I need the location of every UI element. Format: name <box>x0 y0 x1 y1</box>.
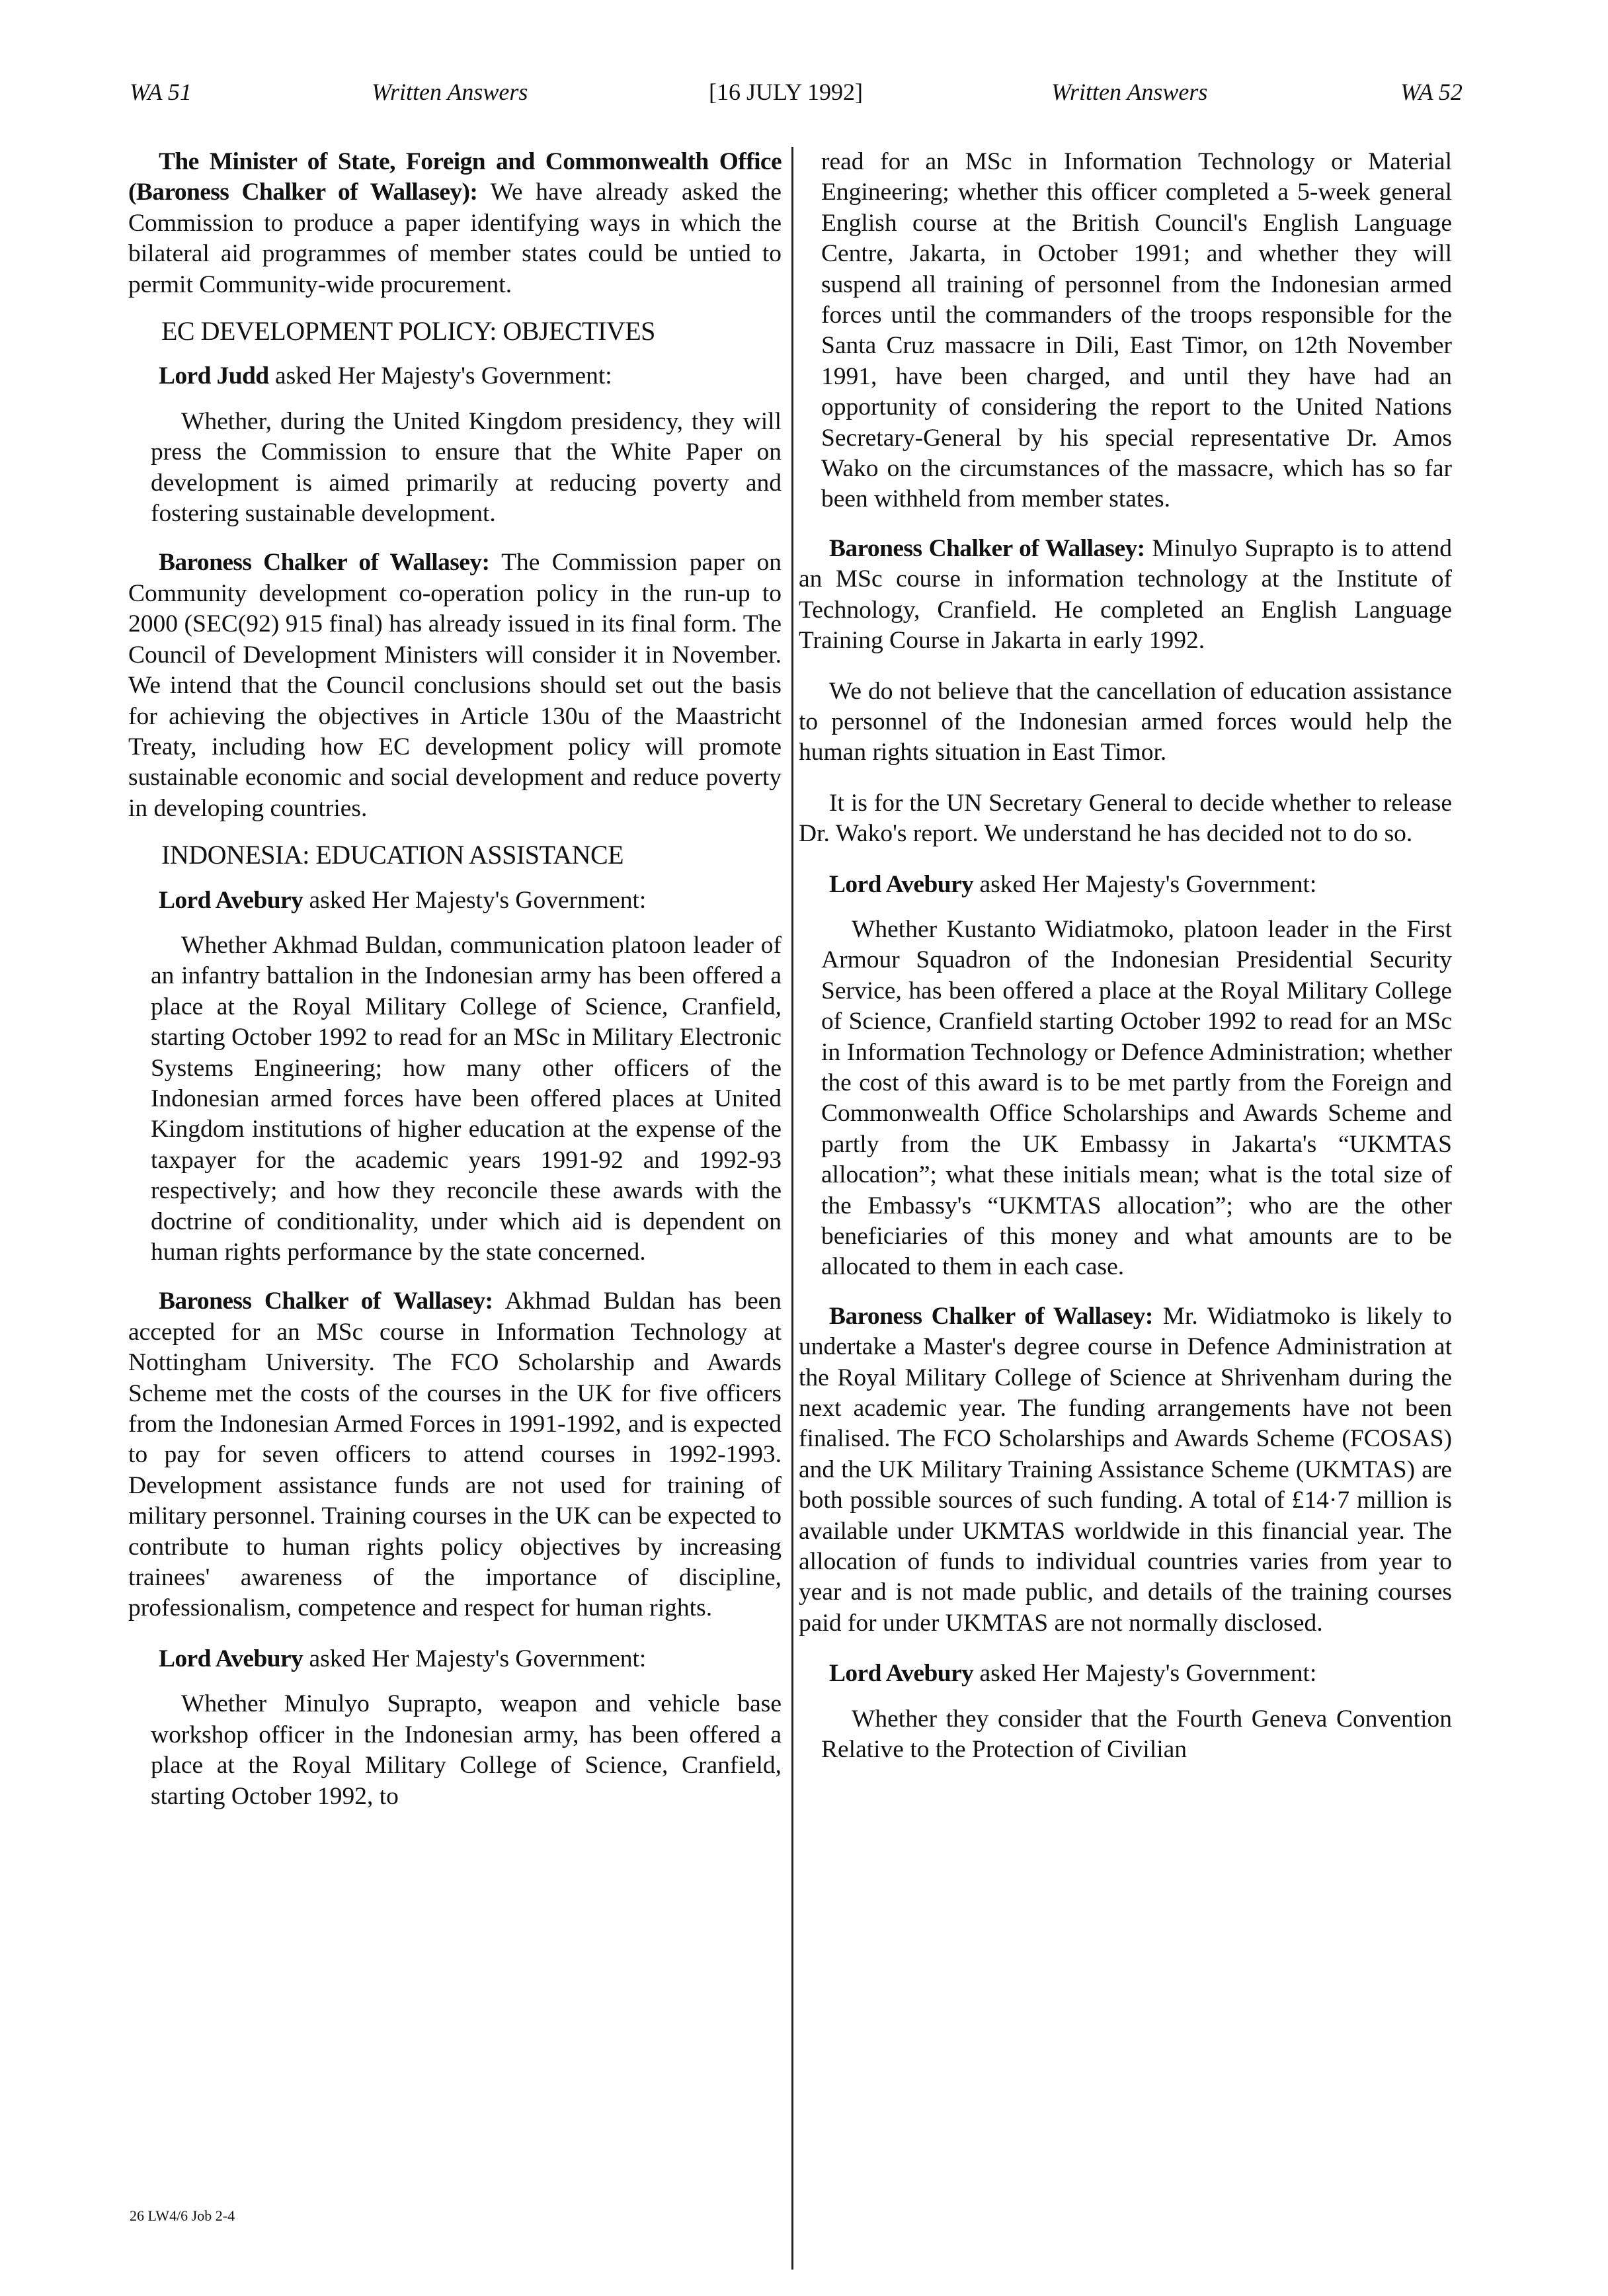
print-job-footer: 26 LW4/6 Job 2-4 <box>130 2207 235 2224</box>
answer-paragraph: Baroness Chalker of Wallasey: Minulyo Suprapto is to attend an MSc course in information technology at the Institute of Technology, Cranfield. He completed an English Language Training Course in Jakarta in early 1992. <box>799 534 1452 655</box>
speaker-name: Baroness Chalker of Wallasey: <box>829 1302 1153 1330</box>
answer-paragraph: Baroness Chalker of Wallasey: Akhmad Buldan has been accepted for an MSc course in Information Technology at Nottingham University. The FCO Scholarship and Awards Scheme met the costs of the courses in the UK for five officers from the Indonesian Armed Forces in 1991-1992, and is expected to pay for seven officers to attend courses in 1992-1993. Development assistance funds are not used for training of military personnel. Training courses in the UK can be expected to contribute to human rights policy objectives by increasing trainees' awareness of the importance of discipline, professionalism, competence and respect for human rights. <box>128 1288 782 1622</box>
peer-name: Lord Avebury <box>159 1645 303 1672</box>
answer-paragraph: Baroness Chalker of Wallasey: The Commission paper on Community development co-operation policy in the run-up to 2000 (SEC(92) 915 final) has already issued in its final form. The Council of Development Ministers will consider it in November. We intend that the Council conclusions should set out the basis for achieving the objectives in Article 130u of the Maastricht Treaty, including how EC development policy will promote sustainable economic and social development and reduce poverty in developing countries. <box>128 549 782 822</box>
question-intro: Lord Judd asked Her Majesty's Government: <box>159 362 612 390</box>
column-divider <box>791 147 793 2270</box>
right-running-title: Written Answers <box>1051 79 1208 105</box>
answer-paragraph: It is for the UN Secretary General to decide whether to release Dr. Wako's report. We understand he has decided not to do so. <box>799 789 1452 848</box>
left-column <box>128 147 782 1830</box>
answer-paragraph: We do not believe that the cancellation of education assistance to personnel of the Indonesian armed forces would help the human rights situation in East Timor. <box>799 677 1452 766</box>
peer-name: Lord Avebury <box>159 886 303 914</box>
peer-name: Lord Avebury <box>829 1660 974 1688</box>
answer-paragraph: The Minister of State, Foreign and Commonwealth Office (Baroness Chalker of Wallasey): We have already asked the Commission to produce a paper identifying ways in which the bilateral aid programmes of member states could be untied to permit Community-wide procurement. <box>128 148 782 298</box>
question-text: Whether, during the United Kingdom presidency, they will press the Commission to ensure that the White Paper on development is aimed primarily at reducing poverty and fostering sustainable development. <box>151 407 782 528</box>
question-text-continued: read for an MSc in Information Technology or Material Engineering; whether this officer completed a 5-week general English course at the British Council's English Language Centre, Jakarta, in October 1991; and whether they will suspend all training of personnel from the Indonesian armed forces until the commanders of the troops responsible for the Santa Cruz massacre in Dili, East Timor, on 12th November 1991, have been charged, and until they have had an opportunity of considering the report to the United Nations Secretary-General by his special representative Dr. Amos Wako on the circumstances of the massacre, which has so far been withheld from member states. <box>821 148 1452 513</box>
right-column <box>799 147 1452 1784</box>
question-intro: Lord Avebury asked Her Majesty's Government: <box>159 886 647 914</box>
left-running-title: Written Answers <box>372 79 528 105</box>
speaker-name: The Minister of State, Foreign and Commonwealth Office (Baroness Chalker of Wallasey): <box>128 148 782 206</box>
question-intro: Lord Avebury asked Her Majesty's Government: <box>829 870 1317 898</box>
page-date: [16 JULY 1992] <box>709 79 864 105</box>
speaker-name: Baroness Chalker of Wallasey: <box>829 534 1145 562</box>
peer-name: Lord Avebury <box>829 870 974 898</box>
question-text: Whether Kustanto Widiatmoko, platoon leader in the First Armour Squadron of the Indonesian Presidential Security Service, has been offered a place at the Royal Military College of Science, Cranfield starting October 1992 to read for an MSc in Information Technology or Defence Administration; whether the cost of this award is to be met partly from the Foreign and Commonwealth Office Scholarships and Awards Scheme and partly from the UK Embassy in Jakarta's “UKMTAS allocation”; what these initials mean; what is the total size of the Embassy's “UKMTAS allocation”; who are the other beneficiaries of this money and what amounts are to be allocated to them in each case. <box>821 915 1452 1281</box>
left-page-number: WA 51 <box>130 79 192 105</box>
speaker-name: Baroness Chalker of Wallasey: <box>159 549 490 577</box>
question-text: Whether Minulyo Suprapto, weapon and vehicle base workshop officer in the Indonesian army, has been offered a place at the Royal Military College of Science, Cranfield, starting October 1992, to <box>151 1690 782 1810</box>
peer-name: Lord Judd <box>159 362 269 390</box>
running-header <box>0 78 1608 118</box>
right-page-number: WA 52 <box>1400 79 1463 105</box>
question-intro: Lord Avebury asked Her Majesty's Government: <box>829 1660 1317 1688</box>
section-heading: INDONESIA: EDUCATION ASSISTANCE <box>161 840 624 870</box>
answer-paragraph: Baroness Chalker of Wallasey: Mr. Widiatmoko is likely to undertake a Master's degree course in Defence Administration at the Royal Military College of Science at Shrivenham during the next academic year. The funding arrangements have not been finalised. The FCO Scholarships and Awards Scheme (FCOSAS) and the UK Military Training Assistance Scheme (UKMTAS) are both possible sources of such funding. A total of £14·7 million is available under UKMTAS worldwide in this financial year. The allocation of funds to individual countries varies from year to year and is not made public, and details of the training courses paid for under UKMTAS are not normally disclosed. <box>799 1302 1452 1637</box>
question-intro: Lord Avebury asked Her Majesty's Government: <box>159 1645 647 1672</box>
section-heading: EC DEVELOPMENT POLICY: OBJECTIVES <box>161 316 655 347</box>
question-text: Whether Akhmad Buldan, communication platoon leader of an infantry battalion in the Indonesian army has been offered a place at the Royal Military College of Science, Cranfield, starting October 1992 to read for an MSc in Military Electronic Systems Engineering; how many other officers of the Indonesian armed forces have been offered places at United Kingdom institutions of higher education at the expense of the taxpayer for the academic years 1991-92 and 1992-93 respectively; and how they reconcile these awards with the doctrine of conditionality, under which aid is dependent on human rights performance by the state concerned. <box>151 931 782 1266</box>
speaker-name: Baroness Chalker of Wallasey: <box>159 1288 493 1315</box>
question-text: Whether they consider that the Fourth Geneva Convention Relative to the Protection of Civilian <box>821 1705 1452 1764</box>
